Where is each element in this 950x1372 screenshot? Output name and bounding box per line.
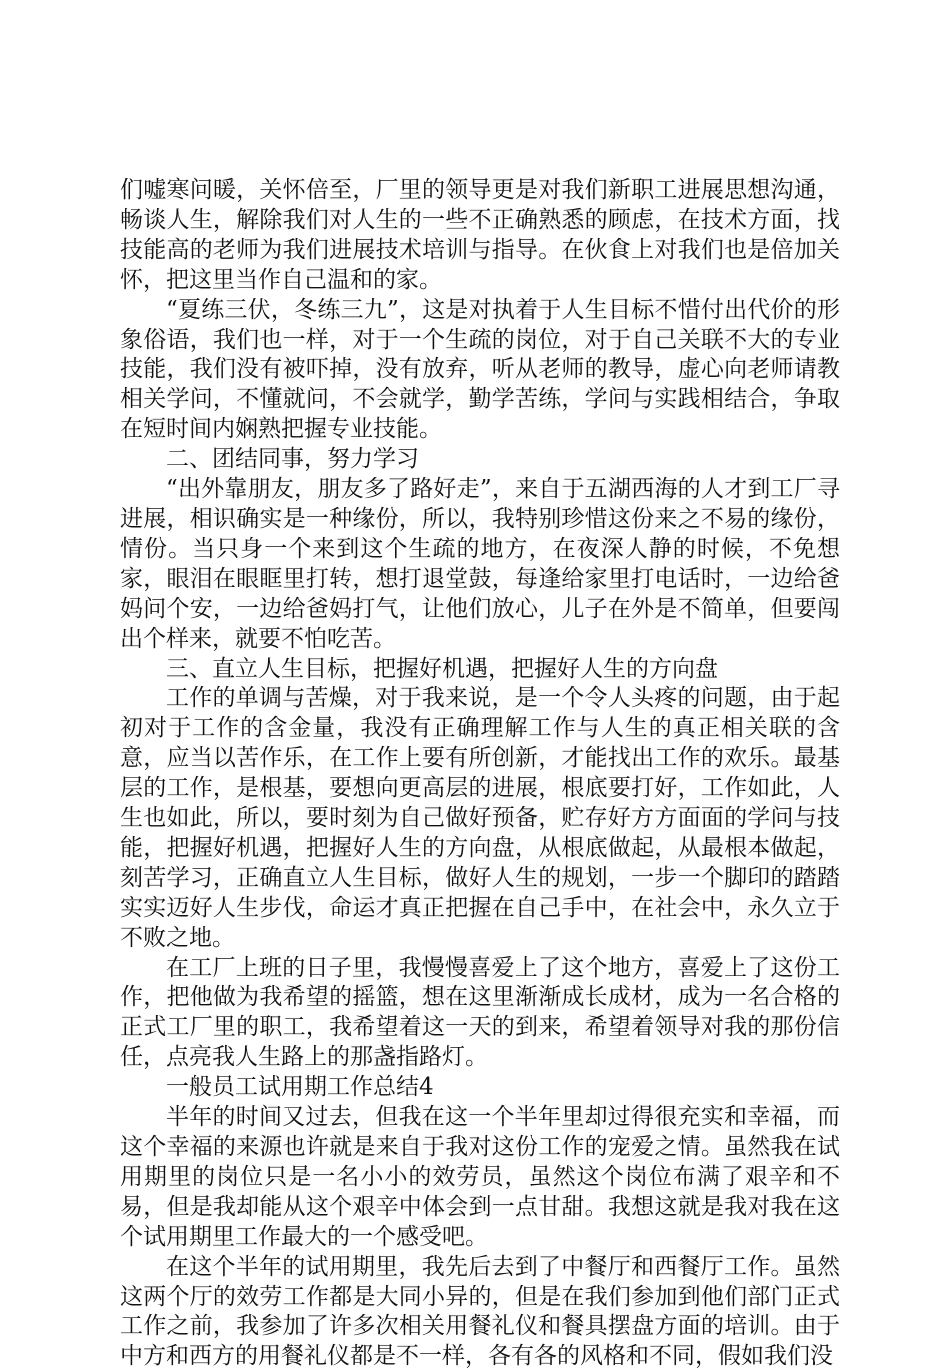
paragraph: 们嘘寒问暖，关怀倍至，厂里的领导更是对我们新职工进展思想沟通，畅谈人生，解除我们对人生的一些不正确熟悉的顾虑，在技术方面，找技能高的老师为我们进展技术培训与指导。在伙食上对我们也是倍加关怀，把这里当作自己温和的家。 — [120, 177, 840, 293]
paragraph: “夏练三伏，冬练三九”，这是对执着于人生目标不惜付出代价的形象俗语，我们也一样，对于一个生疏的岗位，对于自己关联不大的专业技能，我们没有被吓掉，没有放弃，听从老师的教导，虚心向老师请教相关学问，不懂就问，不会就学，勤学苦练，学问与实践相结合，争取在短时间内娴熟把握专业技能。 — [120, 296, 840, 443]
paragraph: 在这个半年的试用期里，我先后去到了中餐厅和西餐厅工作。虽然这两个厅的效劳工作都是大同小异的，但是在我们参加到他们部门正式工作之前，我参加了许多次相关用餐礼仪和餐具摆盘方面的培训。由于中方和西方的用餐礼仪都是不一样，各有各的风格和不同，假如我们没 — [120, 1253, 840, 1370]
paragraph: 工作的单调与苦燥，对于我来说，是一个令人头疼的问题，由于起初对于工作的含金量，我没有正确理解工作与人生的真正相关联的含意，应当以苦作乐，在工作上要有所创新，才能找出工作的欢乐。最基层的工作，是根基，要想向更高层的进展，根底要打好，工作如此，人生也如此，所以，要时刻为自己做好预备，贮存好方方面面的学问与技能，把握好机遇，把握好人生的方向盘，从根底做起，从最根本做起，刻苦学习，正确直立人生目标，做好人生的规划，一步一个脚印的踏踏实实迈好人生步伐，命运才真正把握在自己手中，在社会中，永久立于不败之地。 — [120, 685, 840, 951]
paragraph: “出外靠朋友，朋友多了路好走”，来自于五湖西海的人才到工厂寻进展，相识确实是一种缘份，所以，我特别珍惜这份来之不易的缘份，情份。当只身一个来到这个生疏的地方，在夜深人静的时候，不免想家，眼泪在眼眶里打转，想打退堂鼓，每逢给家里打电话时，一边给爸妈问个安，一边给爸妈打气，让他们放心，儿子在外是不简单，但要闯出个样来，就要不怕吃苦。 — [120, 476, 840, 652]
section-heading: 三、直立人生目标，把握好机遇，把握好人生的方向盘 — [166, 655, 718, 682]
article-title: 一般员工试用期工作总结4 — [166, 1074, 434, 1101]
section-heading: 二、团结同事，努力学习 — [166, 446, 419, 473]
paragraph: 在工厂上班的日子里，我慢慢喜爱上了这个地方，喜爱上了这份工作，把他做为我希望的摇篮，想在这里渐渐成长成材，成为一名合格的正式工厂里的职工，我希望着这一天的到来，希望着领导对我的那份信任，点亮我人生路上的那盏指路灯。 — [120, 954, 840, 1071]
paragraph: 半年的时间又过去，但我在这一个半年里却过得很充实和幸福，而这个幸福的来源也许就是来自于我对这份工作的宠爱之情。虽然我在试用期里的岗位只是一名小小的效劳员，虽然这个岗位布满了艰辛和不易，但是我却能从这个艰辛中体会到一点甘甜。我想这就是我对我在这个试用期里工作最大的一个感受吧。 — [120, 1104, 840, 1250]
document-body — [120, 176, 840, 1372]
